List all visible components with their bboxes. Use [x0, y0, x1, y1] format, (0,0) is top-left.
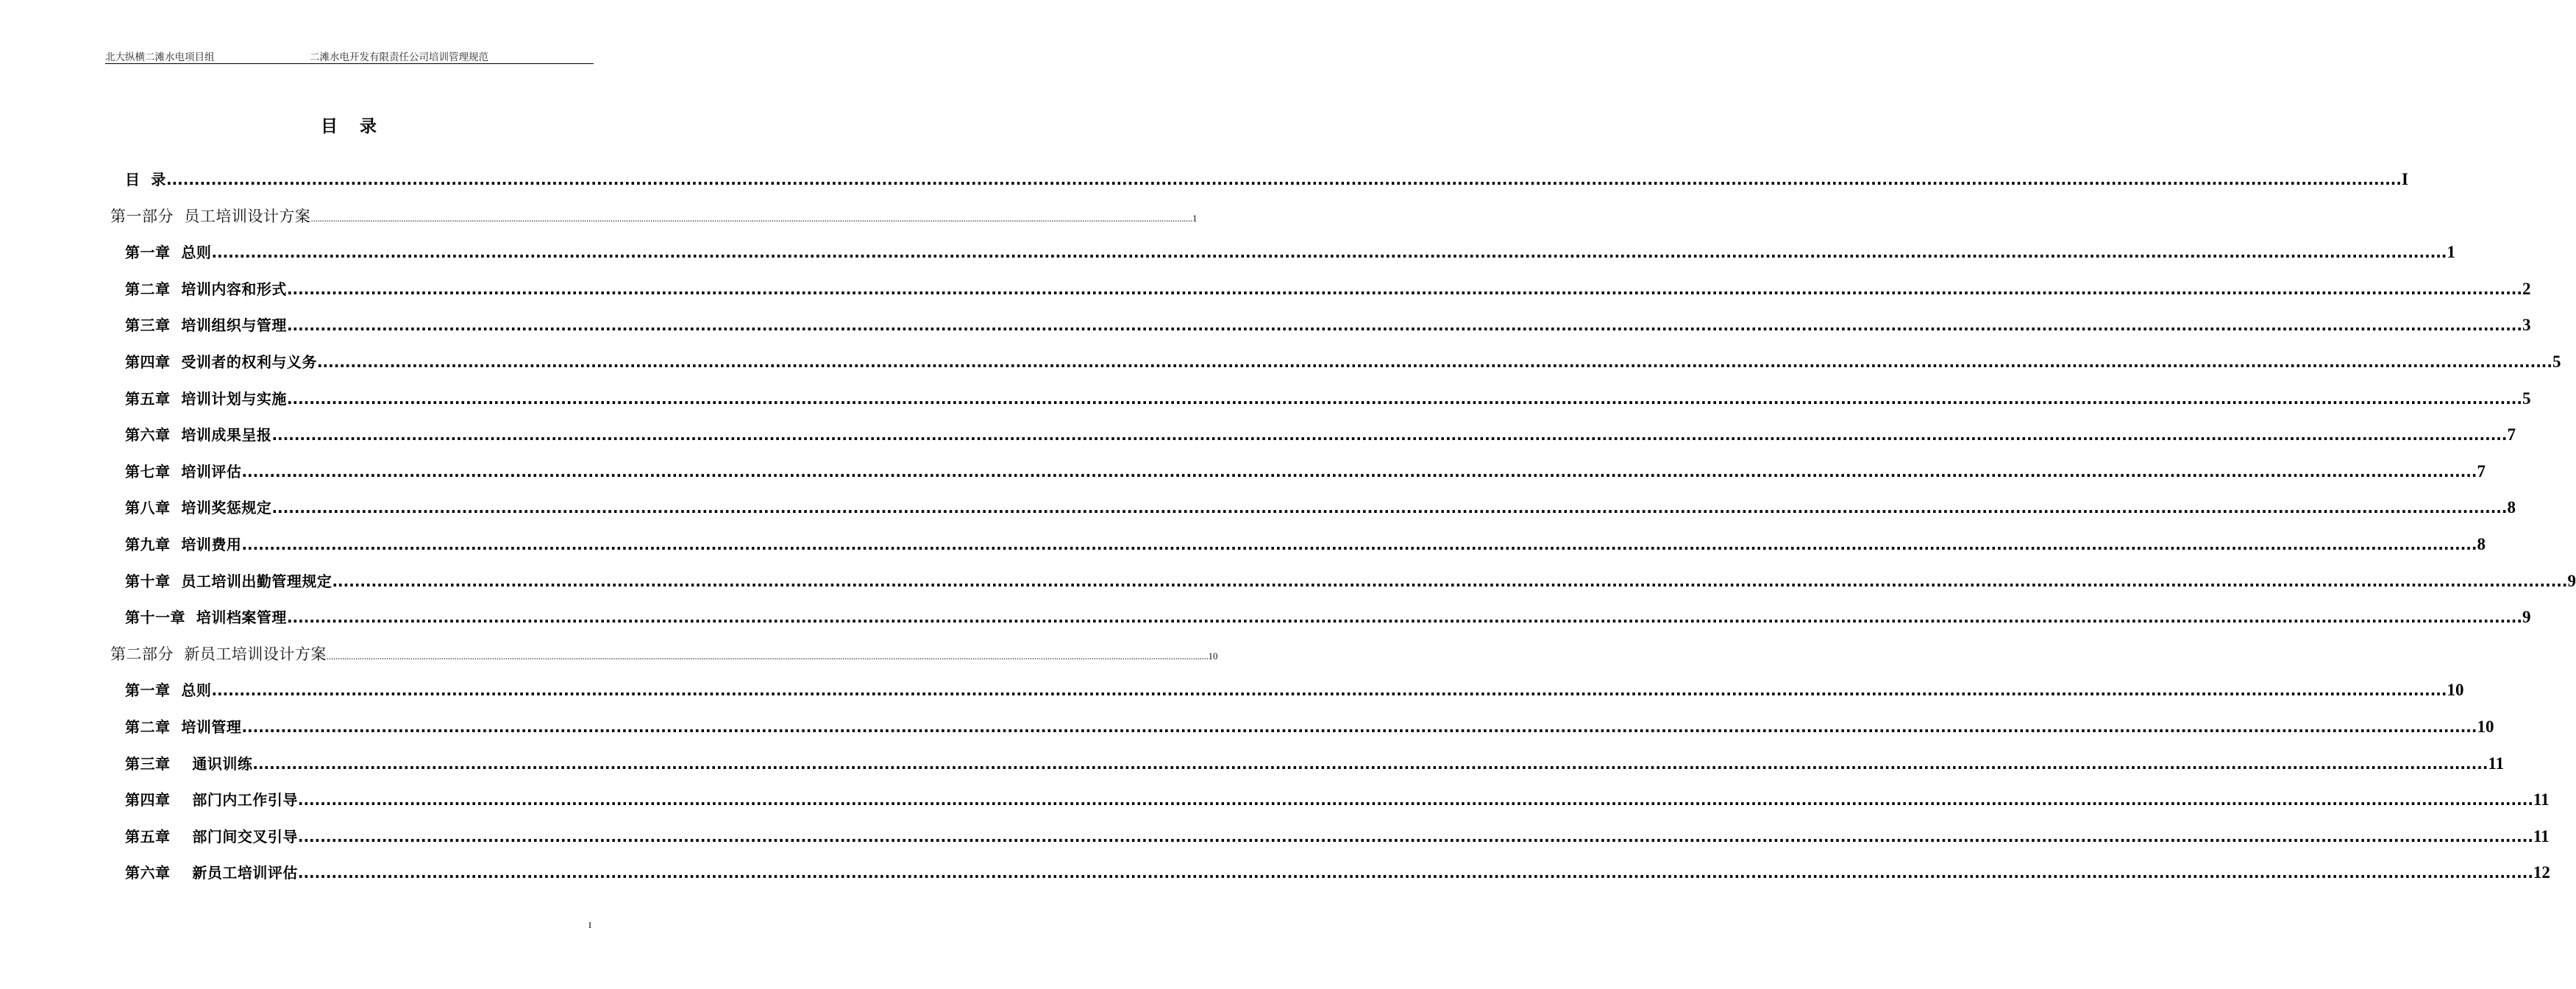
- toc-entry[interactable]: [125, 350, 2561, 372]
- header-right-text: 二滩水电开发有限责任公司培训管理规范: [310, 52, 488, 63]
- toc-entry-label: 第二章 培训内容和形式: [125, 280, 287, 298]
- toc-leader-dots: ................................................................................................................................................................................................................................................................................................................................................................................................................: [286, 316, 2522, 335]
- toc-entry-page: 1: [2447, 243, 2455, 262]
- toc-entry[interactable]: [125, 423, 2516, 444]
- toc-entry-label: 第七章 培训评估: [125, 462, 242, 481]
- toc-leader-dots: ................................................................................................................................................................................................................................................................................................................................................................................................................: [297, 864, 2533, 882]
- page-number: I: [588, 920, 591, 930]
- toc-entry-label: 第十一章 培训档案管理: [125, 609, 287, 627]
- toc-entry-page: 11: [2533, 826, 2550, 846]
- toc-leader-dots: ................................................................................................................................................................................................................................................................................................................................................................................................................: [286, 280, 2522, 298]
- toc-entry-label: 第二部分 新员工培训设计方案: [110, 645, 327, 663]
- toc-entry-label: 第四章 受训者的权利与义务: [125, 353, 317, 371]
- toc-title: [0, 113, 699, 137]
- toc-leader-dots: ................................................................................................................................................................................................................................................................................................................................................................................................................: [316, 353, 2552, 371]
- toc-leader-dots: ................................................................................................................................................................................................................................................................................................................................................................................................................: [241, 462, 2477, 481]
- toc-entry-page: 8: [2507, 498, 2516, 517]
- toc-entry-page: 10: [2477, 717, 2494, 736]
- toc-leader-dots: ................................................................................................................................................................................................................................................................................................................................................................................................................: [332, 572, 2568, 590]
- toc-entry[interactable]: [125, 715, 2494, 737]
- toc-entry[interactable]: [125, 788, 2550, 809]
- page-header: [105, 47, 594, 64]
- toc-entry[interactable]: [110, 642, 1218, 664]
- toc-entry-label: 第五章 培训计划与实施: [125, 389, 287, 408]
- toc-entry[interactable]: [125, 387, 2531, 408]
- toc-entry-page: 5: [2522, 389, 2531, 408]
- toc-leader-dots: ................................................................................................................................................................................................................................................................................................................................................................................................................: [271, 499, 2508, 517]
- toc-entry-label: 第三章 通识训练: [125, 754, 253, 773]
- toc-entry-label: 第六章 新员工培训评估: [125, 864, 298, 882]
- toc-entry-label: 第一部分 员工培训设计方案: [110, 207, 311, 225]
- toc-leader-dots: ................................................................................................................................................................................................................................................................................................................................................................................................................: [286, 389, 2522, 408]
- toc-entry[interactable]: [125, 241, 2455, 262]
- toc-entry-page: 11: [2488, 754, 2505, 773]
- toc-entry-page: 9: [2567, 571, 2576, 590]
- toc-entry-page: 8: [2477, 535, 2486, 553]
- toc-entry[interactable]: [125, 825, 2550, 846]
- toc-entry-label: 第三章 培训组织与管理: [125, 316, 287, 335]
- toc-entry-page: 12: [2533, 863, 2550, 882]
- toc-entry-label: 第十章 员工培训出勤管理规定: [125, 572, 332, 590]
- toc-entry[interactable]: [125, 313, 2531, 335]
- toc-entry[interactable]: [125, 861, 2550, 882]
- toc-entry[interactable]: [125, 168, 2408, 189]
- toc-title-part2: 录: [360, 117, 378, 136]
- toc-leader-dots: ................................................................................................................................................................................................................................................................................................................................................................................................................: [310, 213, 1192, 224]
- toc-entry[interactable]: [125, 752, 2505, 773]
- toc-entry-label: 第一章 总则: [125, 681, 212, 700]
- toc-entry-label: 第四章 部门内工作引导: [125, 791, 298, 809]
- toc-entry-label: 第六章 培训成果呈报: [125, 426, 272, 444]
- toc-entry[interactable]: [125, 460, 2486, 481]
- toc-leader-dots: ................................................................................................................................................................................................................................................................................................................................................................................................................: [166, 171, 2402, 188]
- toc-entry[interactable]: [110, 205, 1198, 227]
- toc-leader-dots: ................................................................................................................................................................................................................................................................................................................................................................................................................: [297, 827, 2533, 846]
- toc-entry-page: 1: [1192, 212, 1198, 224]
- toc-entry-page: 10: [2447, 681, 2464, 700]
- toc-entry[interactable]: [125, 496, 2516, 517]
- toc-entry[interactable]: [125, 533, 2486, 554]
- toc-entry-page: 2: [2522, 279, 2531, 298]
- toc-entry-page: I: [2402, 170, 2408, 188]
- toc-entry-label: 第九章 培训费用: [125, 536, 242, 553]
- toc-entry-page: 3: [2522, 316, 2531, 335]
- toc-entry-page: 7: [2477, 461, 2486, 481]
- toc-entry-page: 9: [2522, 608, 2531, 627]
- toc-leader-dots: ................................................................................................................................................................................................................................................................................................................................................................................................................: [211, 681, 2447, 700]
- toc-entry-page: 11: [2533, 790, 2550, 809]
- toc-leader-dots: ................................................................................................................................................................................................................................................................................................................................................................................................................: [271, 426, 2508, 444]
- toc-title-part1: 目: [321, 117, 339, 136]
- toc-leader-dots: ................................................................................................................................................................................................................................................................................................................................................................................................................: [297, 791, 2533, 809]
- toc-entry[interactable]: [125, 277, 2531, 299]
- toc-entry-label: 第一章 总则: [125, 244, 212, 262]
- toc-entry-label: 第八章 培训奖惩规定: [125, 499, 272, 517]
- toc-entry-label: 第五章 部门间交叉引导: [125, 827, 298, 846]
- toc-leader-dots: ................................................................................................................................................................................................................................................................................................................................................................................................................: [252, 754, 2488, 773]
- toc-leader-dots: ................................................................................................................................................................................................................................................................................................................................................................................................................: [211, 244, 2447, 262]
- toc-entry[interactable]: [125, 678, 2464, 700]
- header-left-text: 北大纵横二滩水电项目组: [105, 52, 215, 63]
- toc-entry-page: 7: [2507, 425, 2516, 444]
- toc-entry-label: 目 录: [125, 171, 166, 188]
- toc-leader-dots: ................................................................................................................................................................................................................................................................................................................................................................................................................: [286, 609, 2522, 627]
- toc-entry[interactable]: [125, 570, 2576, 591]
- toc-leader-dots: ................................................................................................................................................................................................................................................................................................................................................................................................................: [241, 536, 2477, 553]
- toc-entry[interactable]: [125, 606, 2531, 627]
- toc-entry-page: 10: [1208, 650, 1218, 662]
- toc-entry-page: 5: [2552, 352, 2561, 371]
- toc-entry-label: 第二章 培训管理: [125, 718, 242, 736]
- toc-leader-dots: ................................................................................................................................................................................................................................................................................................................................................................................................................: [241, 718, 2477, 736]
- toc-leader-dots: ................................................................................................................................................................................................................................................................................................................................................................................................................: [326, 651, 1209, 662]
